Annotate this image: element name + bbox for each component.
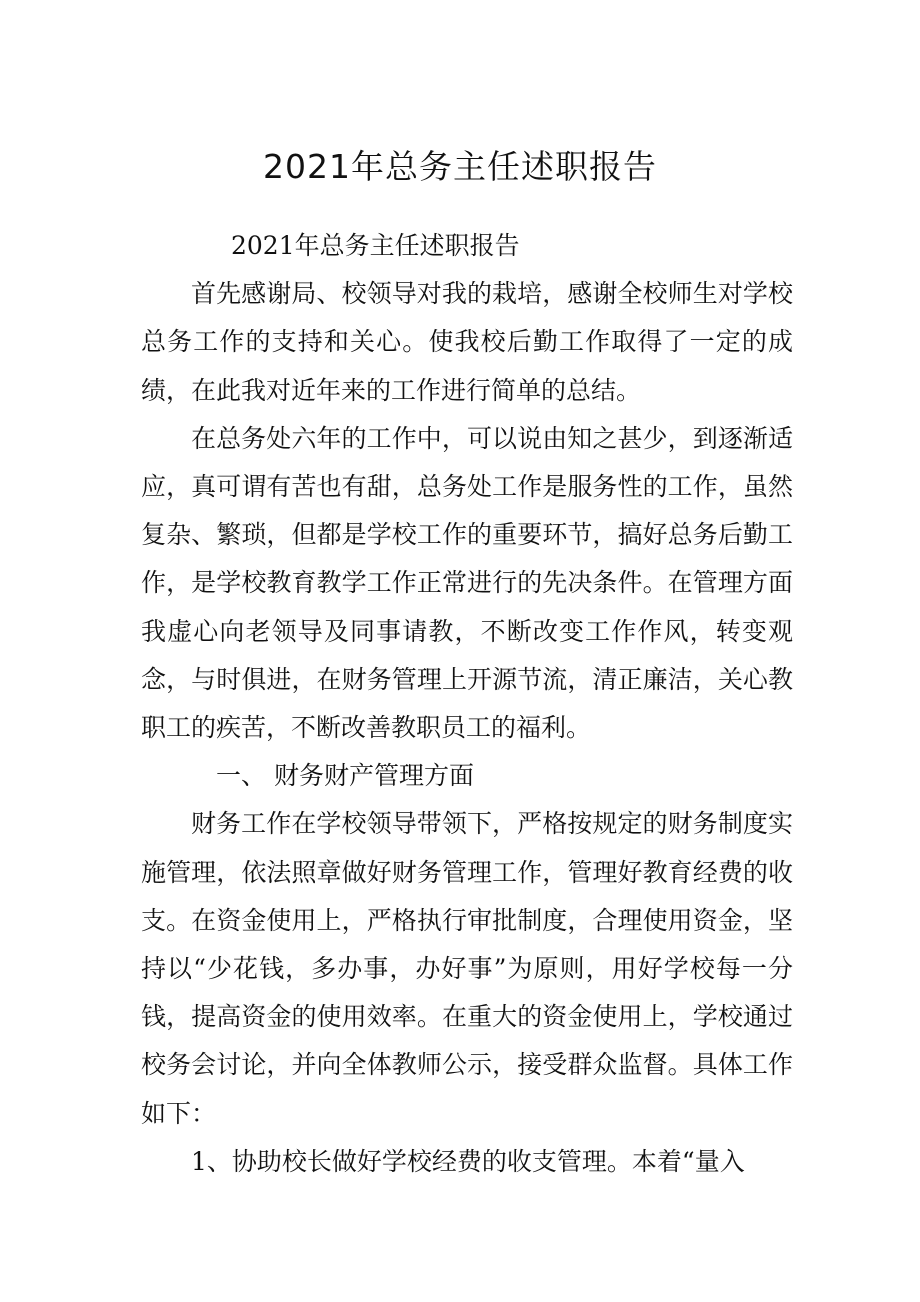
- list-item-1: 1、协助校长做好学校经费的收支管理。本着“量入: [191, 1146, 745, 1176]
- body-paragraph-finance: 财务工作在学校领导带领下，严格按规定的财务制度实施管理，依法照章做好财务管理工作，管理好教育经费的收支。在资金使用上，严格执行审批制度，合理使用资金，坚持以“少花钱，多办事，办好事”为原则，用好学校每一分钱，提高资金的使用效率。在重大的资金使用上，学校通过校务会讨论，并向全体教师公示，接受群众监督。具体工作如下：: [141, 809, 793, 1128]
- document-body: [141, 222, 793, 1186]
- subtitle-paragraph: 2021年总务主任述职报告: [231, 231, 520, 260]
- body-paragraph-experience: 在总务处六年的工作中，可以说由知之甚少，到逐渐适应，真可谓有苦也有甜，总务处工作是服务性的工作，虽然复杂、繁琐，但都是学校工作的重要环节，搞好总务后勤工作，是学校教育教学工作正常进行的先决条件。在管理方面我虚心向老领导及同事请教，不断改变工作作风，转变观念，与时俱进，在财务管理上开源节流，清正廉洁，关心教职工的疾苦，不断改善教职员工的福利。: [141, 423, 793, 743]
- section-heading-finance: 一、 财务财产管理方面: [216, 761, 474, 791]
- document-title: 2021年总务主任述职报告: [263, 147, 657, 186]
- body-paragraph-intro: 首先感谢局、校领导对我的栽培，感谢全校师生对学校总务工作的支持和关心。使我校后勤工作取得了一定的成绩，在此我对近年来的工作进行简单的总结。: [141, 279, 793, 405]
